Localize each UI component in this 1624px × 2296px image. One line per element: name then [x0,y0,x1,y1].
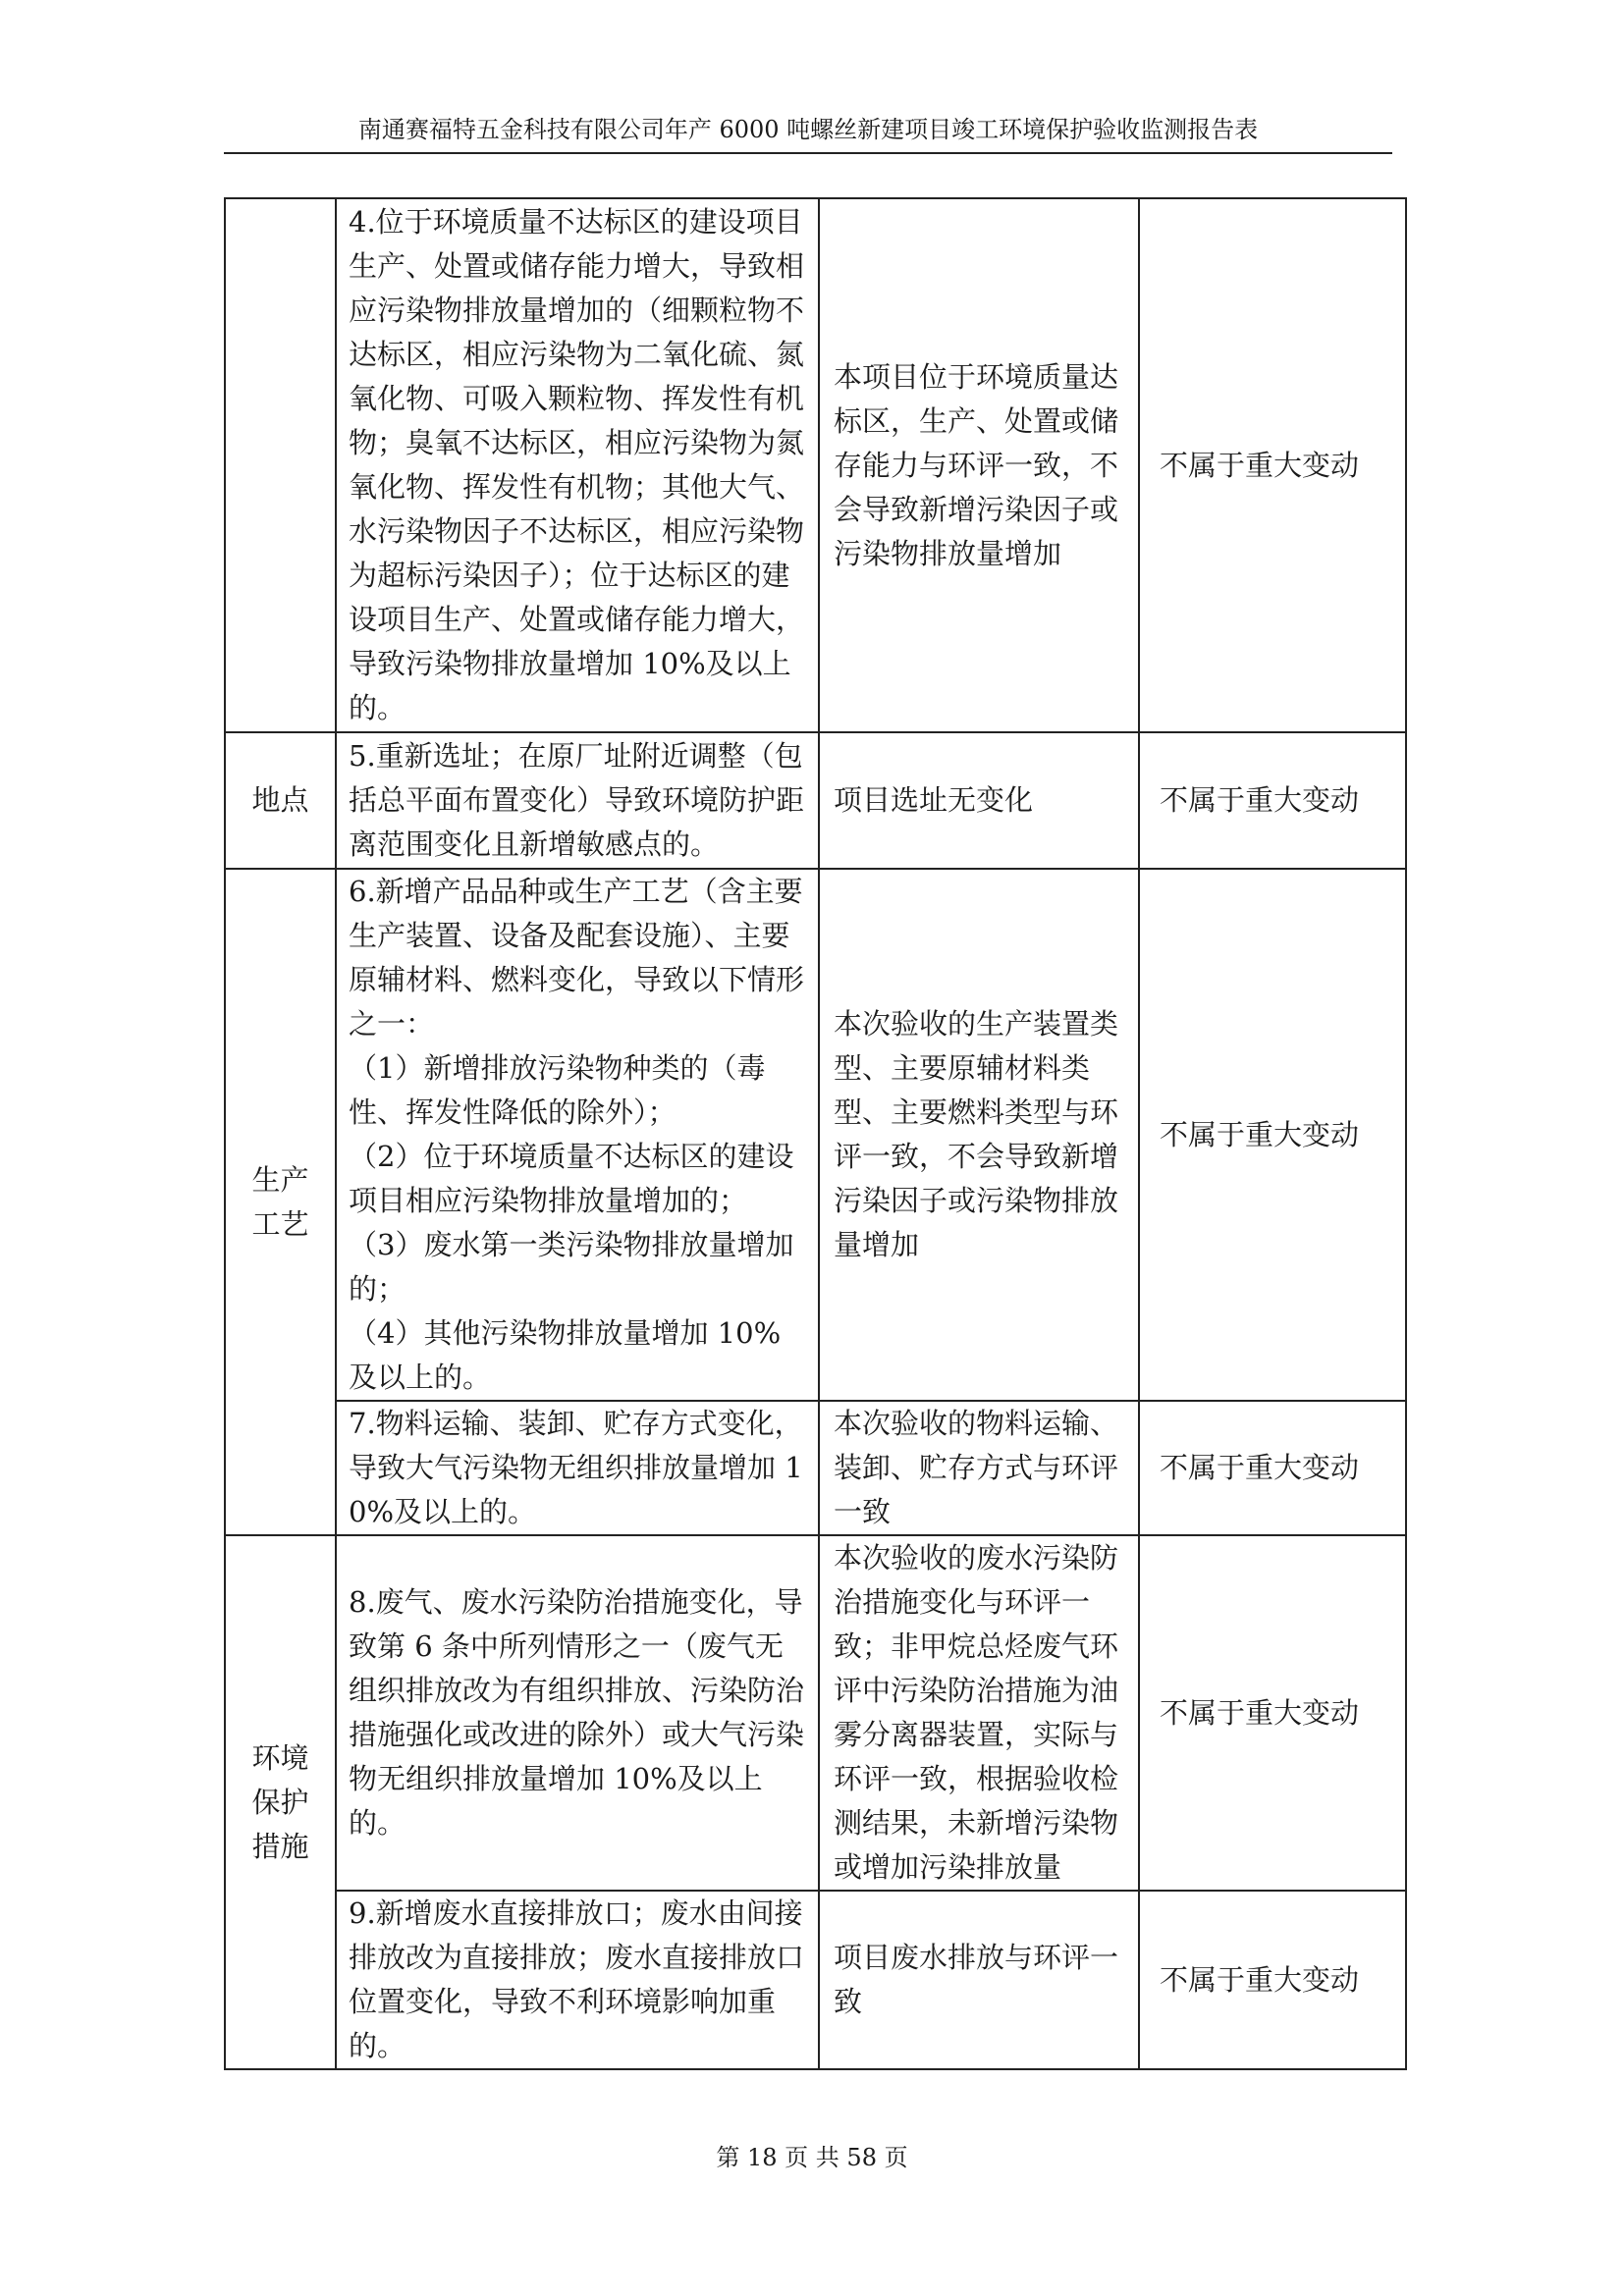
requirement-cell [336,869,819,1401]
requirement-cell: 4.位于环境质量不达标区的建设项目生产、处置或储存能力增大，导致相应污染物排放量增加的（细颗粒物不达标区，相应污染物为二氧化硫、氮氧化物、可吸入颗粒物、挥发性有机物；臭氧不达标区，相应污染物为氮氧化物、挥发性有机物；其他大气、水污染物因子不达标区，相应污染物为超标污染因子）；位于达标区的建设项目生产、处置或储存能力增大，导致污染物排放量增加 10%及以上的。 [336,198,819,732]
table-row [225,732,1406,869]
situation-cell: 项目选址无变化 [819,732,1139,869]
table-row [225,869,1406,1401]
category-cell [225,198,336,732]
conclusion-cell: 不属于重大变动 [1139,1401,1406,1535]
situation-cell: 本次验收的物料运输、装卸、贮存方式与环评一致 [819,1401,1139,1535]
requirement-item: （3）废水第一类污染物排放量增加的； [349,1228,794,1306]
requirement-cell: 7.物料运输、装卸、贮存方式变化，导致大气污染物无组织排放量增加 10%及以上的。 [336,1401,819,1535]
requirement-cell: 8.废气、废水污染防治措施变化，导致第 6 条中所列情形之一（废气无组织排放改为有组织排放、污染防治措施强化或改进的除外）或大气污染物无组织排放量增加 10%及以上的。 [336,1535,819,1891]
category-cell: 环境保护措施 [225,1535,336,2069]
table-row [225,198,1406,732]
conclusion-cell: 不属于重大变动 [1139,1891,1406,2069]
table-row [225,1401,1406,1535]
page-number: 第 18 页 共 58 页 [716,2144,908,2171]
situation-cell: 项目废水排放与环评一致 [819,1891,1139,2069]
requirement-item: （1）新增排放污染物种类的（毒性、挥发性降低的除外）； [349,1051,766,1129]
table-row [225,1535,1406,1891]
situation-cell: 本次验收的废水污染防治措施变化与环评一致；非甲烷总烃废气环评中污染防治措施为油雾分离器装置，实际与环评一致，根据验收检测结果，未新增污染物或增加污染排放量 [819,1535,1139,1891]
change-assessment-table [224,197,1407,2070]
requirement-intro: 6.新增产品品种或生产工艺（含主要生产装置、设备及配套设施）、主要原辅材料、燃料变化，导致以下情形之一： [349,875,805,1041]
category-cell: 生产工艺 [225,869,336,1535]
requirement-item: （4）其他污染物排放量增加 10%及以上的。 [349,1316,782,1394]
situation-cell: 本次验收的生产装置类型、主要原辅材料类型、主要燃料类型与环评一致，不会导致新增污染因子或污染物排放量增加 [819,869,1139,1401]
header-divider [224,152,1392,154]
table-row [225,1891,1406,2069]
conclusion-cell: 不属于重大变动 [1139,732,1406,869]
conclusion-cell: 不属于重大变动 [1139,869,1406,1401]
page-header: 南通赛福特五金科技有限公司年产 6000 吨螺丝新建项目竣工环境保护验收监测报告表 [357,116,1259,143]
requirement-cell: 5.重新选址；在原厂址附近调整（包括总平面布置变化）导致环境防护距离范围变化且新增敏感点的。 [336,732,819,869]
conclusion-cell: 不属于重大变动 [1139,1535,1406,1891]
requirement-item: （2）位于环境质量不达标区的建设项目相应污染物排放量增加的； [349,1140,794,1217]
category-cell: 地点 [225,732,336,869]
conclusion-cell: 不属于重大变动 [1139,198,1406,732]
situation-cell: 本项目位于环境质量达标区，生产、处置或储存能力与环评一致，不会导致新增污染因子或污染物排放量增加 [819,198,1139,732]
requirement-cell: 9.新增废水直接排放口；废水由间接排放改为直接排放；废水直接排放口位置变化，导致不利环境影响加重的。 [336,1891,819,2069]
